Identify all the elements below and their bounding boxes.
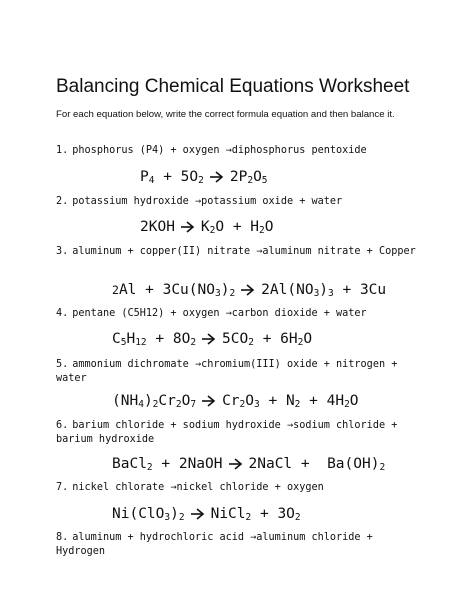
reaction-arrow-icon (241, 284, 255, 296)
answer-2: 2KOH $K_2O + H_2O$ (140, 219, 274, 236)
problem-3-statement: 3. aluminum + copper(II) nitrate →aluminum nitrate + Copper (56, 246, 416, 257)
problem-6-statement: 6. barium chloride + sodium hydroxide →sodium chloride + barium hydroxide (56, 420, 398, 445)
problem-8-statement: 8. aluminum + hydrochloric acid →aluminum chloride + Hydrogen (56, 532, 373, 557)
problem-1-statement (56, 144, 428, 158)
reaction-arrow-icon (210, 171, 224, 183)
problem-4-statement: 4. pentane (C5H12) + oxygen →carbon dioxide + water (56, 308, 367, 319)
instructions-text: For each equation below, write the correct formula equation and then balance it. (56, 109, 395, 120)
problem-text: ammonium dichromate →chromium(III) oxide + nitrogen + water (56, 359, 398, 384)
problem-text: barium chloride + sodium hydroxide →sodium chloride + barium hydroxide (56, 420, 398, 445)
reaction-arrow-icon (202, 333, 216, 345)
problem-text: phosphorus (P4) + oxygen →diphosphorus pentoxide (72, 145, 367, 156)
problem-7-statement: 7. nickel chlorate →nickel chloride + oxygen (56, 482, 324, 493)
answer-3: $2Al + 3Cu(NO_3)_2$ $2Al(NO_3)_3 + 3Cu$ (112, 282, 387, 299)
answer-5: $(NH_4)_2Cr_2O_7$ $Cr_2O_3 + N_2 + 4H_2O$ (112, 393, 359, 410)
reaction-arrow-icon (229, 458, 243, 470)
problem-text: aluminum + hydrochloric acid →aluminum chloride + Hydrogen (56, 532, 373, 557)
problem-text: aluminum + copper(II) nitrate →aluminum nitrate + Copper (72, 246, 416, 257)
answer-4: $C_5H_{12} + 8O_2$ $5CO_2 + 6H_2O$ (112, 331, 313, 348)
answer-7: $Ni(ClO_3)_2$ NiCl$_2$ + $3O_2$ (112, 506, 301, 523)
problem-number: 1. (56, 145, 69, 156)
answer-6: BaCl$_2$ + 2NaOH 2NaCl + $Ba(OH)_2$ (112, 456, 386, 473)
problem-2-statement: 2. potassium hydroxide →potassium oxide + water (56, 196, 343, 207)
reaction-arrow-icon (191, 508, 205, 520)
answer-1: $P_4 + 5O_2$ $2P_2O_5$ (140, 169, 268, 186)
reaction-arrow-icon (202, 395, 216, 407)
problem-text: pentane (C5H12) + oxygen →carbon dioxide + water (72, 308, 367, 319)
problem-5-statement: 5. ammonium dichromate →chromium(III) oxide + nitrogen + water (56, 359, 398, 384)
problem-text: potassium hydroxide →potassium oxide + water (72, 196, 343, 207)
reaction-arrow-icon (181, 221, 195, 233)
problem-text: nickel chlorate →nickel chloride + oxygen (72, 482, 324, 493)
worksheet-title: Balancing Chemical Equations Worksheet (56, 76, 410, 97)
